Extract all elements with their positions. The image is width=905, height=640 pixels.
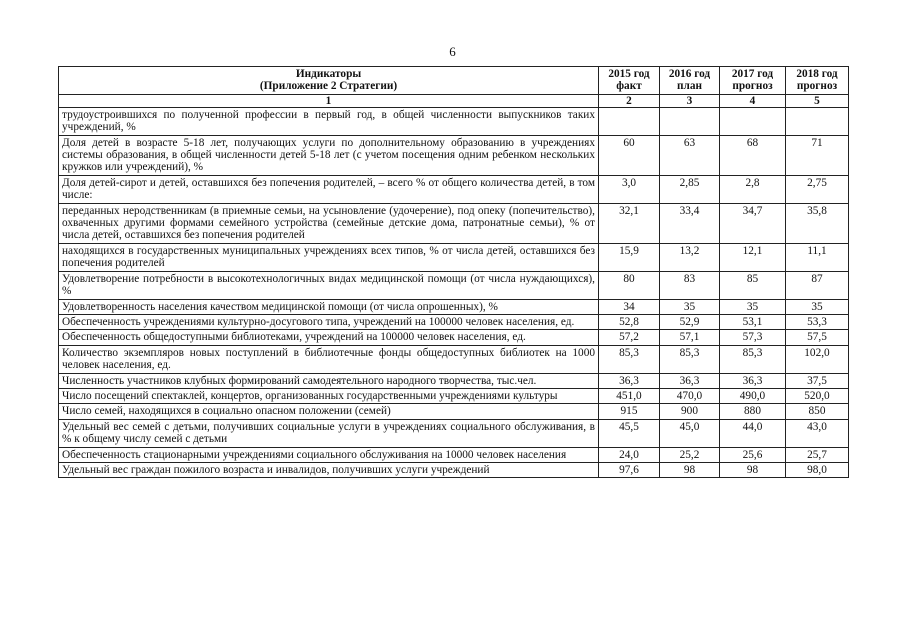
page-number: 6 (449, 44, 456, 59)
indicator-cell: Доля детей-сирот и детей, оставшихся без попечения родителей, – всего % от общего количества детей, в том числе: (59, 175, 599, 203)
table-row (59, 330, 849, 345)
indicator-cell: Число семей, находящихся в социально опасном положении (семей) (59, 404, 599, 419)
value-cell: 98 (660, 462, 720, 477)
indicator-cell: Удельный вес семей с детьми, получивших социальные услуги в учреждениях социального обслуживания, в % к общему числу семей с детьми (59, 419, 599, 447)
table-row (59, 419, 849, 447)
value-cell: 71 (786, 135, 849, 175)
table-row (59, 447, 849, 462)
table-header-row (59, 67, 849, 95)
table-row (59, 388, 849, 403)
table-row (59, 135, 849, 175)
table-row (59, 314, 849, 329)
indicator-header (59, 67, 599, 95)
value-cell: 35 (660, 299, 720, 314)
indicator-cell: находящихся в государственных муниципальных учреждениях всех типов, % от числа детей, оставшихся без попечения родителей (59, 243, 599, 271)
indicators-table (58, 66, 849, 478)
value-cell: 52,9 (660, 314, 720, 329)
value-cell: 85,3 (599, 345, 660, 373)
value-cell: 60 (599, 135, 660, 175)
value-cell: 25,2 (660, 447, 720, 462)
value-cell: 36,3 (660, 373, 720, 388)
value-cell: 53,1 (720, 314, 786, 329)
value-cell: 36,3 (720, 373, 786, 388)
value-cell: 102,0 (786, 345, 849, 373)
value-cell: 57,5 (786, 330, 849, 345)
value-cell: 35,8 (786, 203, 849, 243)
value-cell: 85,3 (660, 345, 720, 373)
table-row (59, 299, 849, 314)
value-cell: 520,0 (786, 388, 849, 403)
indicator-cell: Удельный вес граждан пожилого возраста и инвалидов, получивших услуги учреждений (59, 462, 599, 477)
value-cell: 53,3 (786, 314, 849, 329)
indicator-cell: Доля детей в возрасте 5-18 лет, получающих услуги по дополнительному образованию в учреждениях системы образования, в общей численности детей 5-18 лет (с учетом посещения одним ребенком нескольких кружков или учреждений), % (59, 135, 599, 175)
value-cell: 68 (720, 135, 786, 175)
year-header-2017 (720, 67, 786, 95)
value-cell: 80 (599, 271, 660, 299)
indicator-cell: переданных неродственникам (в приемные семьи, на усыновление (удочерение), под опеку (попечительство), охваченных другими формами семейного устройства (семейные детские дома, патронатные семьи), % от числа детей, оставшихся без попечения родителей (59, 203, 599, 243)
column-number: 5 (786, 94, 849, 107)
value-cell: 2,85 (660, 175, 720, 203)
value-cell: 34,7 (720, 203, 786, 243)
value-cell: 57,2 (599, 330, 660, 345)
value-cell: 490,0 (720, 388, 786, 403)
value-cell: 35 (786, 299, 849, 314)
value-cell: 45,5 (599, 419, 660, 447)
value-cell: 37,5 (786, 373, 849, 388)
value-cell: 85,3 (720, 345, 786, 373)
value-cell: 43,0 (786, 419, 849, 447)
value-cell: 25,6 (720, 447, 786, 462)
value-cell: 87 (786, 271, 849, 299)
indicator-cell: Обеспеченность общедоступными библиотеками, учреждений на 100000 человек населения, ед. (59, 330, 599, 345)
value-cell: 11,1 (786, 243, 849, 271)
value-cell: 45,0 (660, 419, 720, 447)
year-type: факт (616, 80, 642, 93)
year-header-2016 (660, 67, 720, 95)
year-type: прогноз (732, 80, 773, 93)
value-cell: 880 (720, 404, 786, 419)
value-cell: 98 (720, 462, 786, 477)
value-cell: 900 (660, 404, 720, 419)
value-cell: 97,6 (599, 462, 660, 477)
value-cell: 850 (786, 404, 849, 419)
value-cell: 36,3 (599, 373, 660, 388)
table-row (59, 345, 849, 373)
value-cell: 3,0 (599, 175, 660, 203)
value-cell: 24,0 (599, 447, 660, 462)
table-row (59, 243, 849, 271)
value-cell: 12,1 (720, 243, 786, 271)
value-cell: 32,1 (599, 203, 660, 243)
year-label: 2016 год (668, 68, 711, 80)
table-row (59, 203, 849, 243)
year-type: план (676, 80, 702, 93)
indicator-header-title: Индикаторы (295, 68, 362, 80)
year-label: 2017 год (731, 68, 774, 80)
table-body (59, 107, 849, 478)
value-cell: 15,9 (599, 243, 660, 271)
value-cell: 44,0 (720, 419, 786, 447)
table-row (59, 462, 849, 477)
year-header-2018 (786, 67, 849, 95)
value-cell: 35 (720, 299, 786, 314)
value-cell (599, 107, 660, 135)
value-cell (720, 107, 786, 135)
value-cell: 915 (599, 404, 660, 419)
value-cell: 83 (660, 271, 720, 299)
value-cell: 52,8 (599, 314, 660, 329)
table-row (59, 404, 849, 419)
indicator-cell: Обеспеченность учреждениями культурно-досугового типа, учреждений на 100000 человек населения, ед. (59, 314, 599, 329)
value-cell: 57,3 (720, 330, 786, 345)
year-label: 2015 год (608, 68, 650, 80)
value-cell: 2,75 (786, 175, 849, 203)
column-number: 4 (720, 94, 786, 107)
value-cell: 34 (599, 299, 660, 314)
value-cell: 13,2 (660, 243, 720, 271)
year-type: прогноз (796, 80, 838, 93)
value-cell: 2,8 (720, 175, 786, 203)
value-cell: 98,0 (786, 462, 849, 477)
column-number: 3 (660, 94, 720, 107)
value-cell: 25,7 (786, 447, 849, 462)
indicator-cell: Количество экземпляров новых поступлений в библиотечные фонды общедоступных библиотек на 1000 человек населения, ед. (59, 345, 599, 373)
column-number: 2 (599, 94, 660, 107)
indicator-cell: Обеспеченность стационарными учреждениями социального обслуживания на 10000 человек населения (59, 447, 599, 462)
value-cell (660, 107, 720, 135)
column-number-row (59, 94, 849, 107)
table-row (59, 175, 849, 203)
value-cell: 33,4 (660, 203, 720, 243)
value-cell: 85 (720, 271, 786, 299)
value-cell: 57,1 (660, 330, 720, 345)
indicator-cell: трудоустроившихся по полученной профессии в первый год, в общей численности выпускников таких учреждений, % (59, 107, 599, 135)
table-row (59, 271, 849, 299)
value-cell: 451,0 (599, 388, 660, 403)
value-cell (786, 107, 849, 135)
table-row (59, 373, 849, 388)
column-number: 1 (59, 94, 599, 107)
indicator-cell: Удовлетворенность населения качеством медицинской помощи (от числа опрошенных), % (59, 299, 599, 314)
indicator-cell: Численность участников клубных формирований самодеятельного народного творчества, тыс.чел. (59, 373, 599, 388)
value-cell: 63 (660, 135, 720, 175)
indicator-cell: Число посещений спектаклей, концертов, организованных государственными учреждениями культуры (59, 388, 599, 403)
indicator-header-subtitle: (Приложение 2 Стратегии) (259, 80, 398, 93)
value-cell: 470,0 (660, 388, 720, 403)
year-label: 2018 год (796, 68, 838, 80)
year-header-2015 (599, 67, 660, 95)
table-row (59, 107, 849, 135)
indicator-cell: Удовлетворение потребности в высокотехнологичных видах медицинской помощи (от числа нуждающихся), % (59, 271, 599, 299)
